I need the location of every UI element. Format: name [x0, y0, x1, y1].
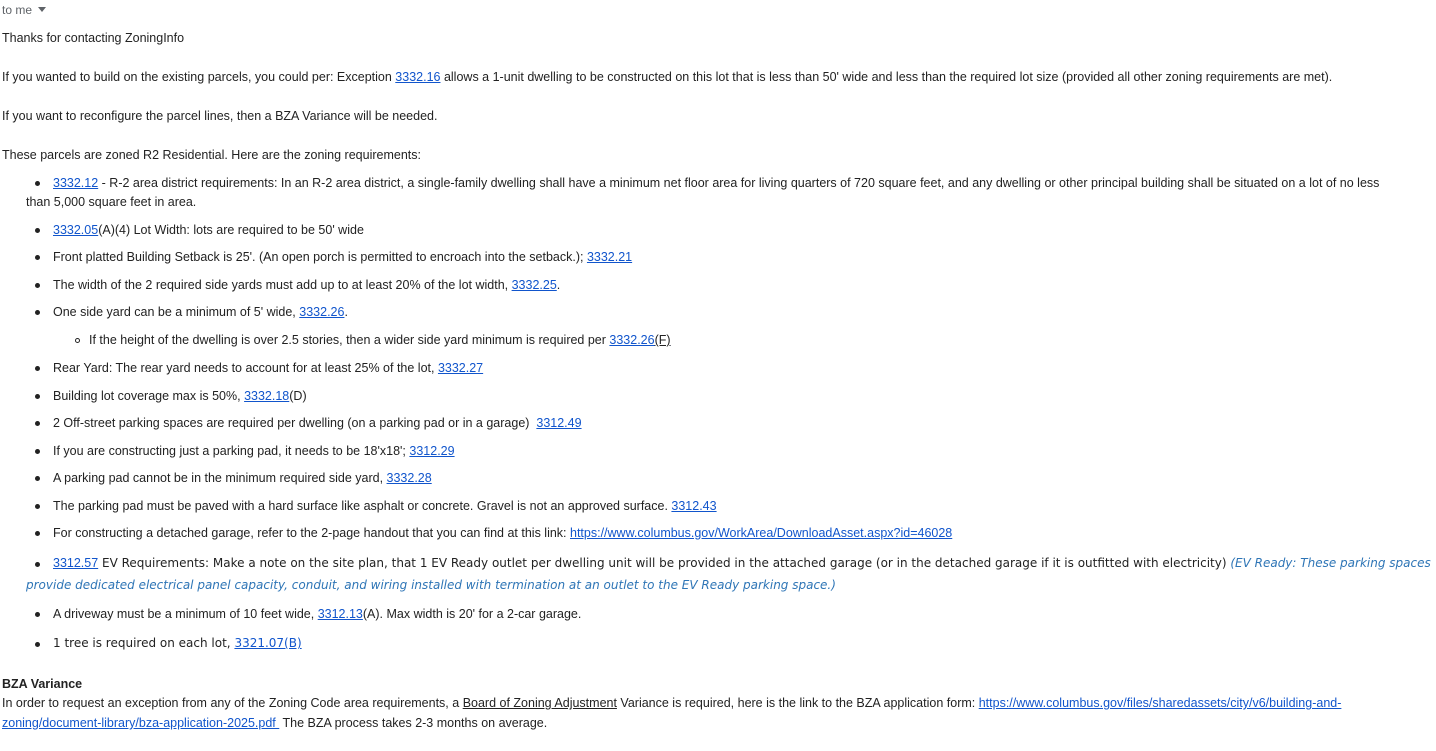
- bullet-icon: [35, 476, 40, 481]
- link-3332-26[interactable]: 3332.26: [299, 305, 345, 319]
- link-bza-application-line2[interactable]: zoning/document-library/bza-application-2025.pdf: [2, 716, 280, 730]
- link-3332-25[interactable]: 3332.25: [511, 278, 557, 292]
- list-item: 3332.05(A)(4) Lot Width: lots are required to be 50' wide: [53, 223, 364, 237]
- bullet-icon: [35, 255, 40, 260]
- bullet-icon: [35, 612, 40, 617]
- list-item: Building lot coverage max is 50%, 3332.18(D): [53, 389, 307, 403]
- paragraph-reconfigure: If you want to reconfigure the parcel lines, then a BZA Variance will be needed.: [2, 109, 438, 123]
- paragraph-zoned: These parcels are zoned R2 Residential. Here are the zoning requirements:: [2, 148, 421, 162]
- bullet-icon: [35, 228, 40, 233]
- greeting: Thanks for contacting ZoningInfo: [2, 31, 185, 45]
- link-3332-16[interactable]: 3332.16: [395, 70, 441, 84]
- ev-ready-note: provide dedicated electrical panel capacity, conduit, and wiring installed with termination at an outlet to the EV Ready parking space.): [26, 578, 836, 592]
- link-3312-29[interactable]: 3312.29: [409, 444, 455, 458]
- bullet-icon: [35, 366, 40, 371]
- sub-bullet-icon: [75, 338, 80, 343]
- link-3312-49[interactable]: 3312.49: [536, 416, 582, 430]
- list-item: Front platted Building Setback is 25'. (An open porch is permitted to encroach into the setback.); 3332.21: [53, 250, 633, 264]
- list-item: 3332.12 - R-2 area district requirements: In an R-2 area district, a single-family dwelling shall have a minimum net floor area for living quarters of 720 square feet, and any dwelling or other principal building shall be situated on a lot of no less: [53, 176, 1380, 190]
- bullet-icon: [35, 562, 40, 567]
- list-item: The width of the 2 required side yards must add up to at least 20% of the lot width, 3332.25.: [53, 278, 561, 292]
- link-3332-28[interactable]: 3332.28: [386, 471, 432, 485]
- list-item: If you are constructing just a parking pad, it needs to be 18'x18'; 3312.29: [53, 444, 455, 458]
- list-item: One side yard can be a minimum of 5' wide, 3332.26.: [53, 305, 348, 319]
- bullet-icon: [35, 421, 40, 426]
- bza-board-name: Board of Zoning Adjustment: [462, 696, 617, 710]
- link-3321-07-b[interactable]: 3321.07(B): [234, 636, 302, 650]
- bullet-icon: [35, 394, 40, 399]
- bullet-icon: [35, 283, 40, 288]
- list-item: 3312.57 EV Requirements: Make a note on the site plan, that 1 EV Ready outlet per dwelling unit will be provided in the attached garage (or in the detached garage if it is outfitted with electricity) (EV Ready: These parking spaces: [53, 556, 1431, 570]
- bullet-icon: [35, 504, 40, 509]
- list-item: Rear Yard: The rear yard needs to account for at least 25% of the lot, 3332.27: [53, 361, 484, 375]
- link-3312-57[interactable]: 3312.57: [53, 556, 99, 570]
- chevron-down-icon: [38, 7, 46, 12]
- link-3312-43[interactable]: 3312.43: [671, 499, 717, 513]
- list-item: The parking pad must be paved with a hard surface like asphalt or concrete. Gravel is not an approved surface. 3312.43: [53, 499, 717, 513]
- bza-heading: BZA Variance: [2, 677, 83, 691]
- bza-paragraph-continuation: zoning/document-library/bza-application-2025.pdf The BZA process takes 2-3 months on average.: [2, 716, 548, 730]
- sub-list-item: If the height of the dwelling is over 2.5 stories, then a wider side yard minimum is required per 3332.26(F): [89, 333, 671, 347]
- bullet-icon: [35, 449, 40, 454]
- bza-paragraph: In order to request an exception from any of the Zoning Code area requirements, a Board of Zoning Adjustment Variance is required, here is the link to the BZA application form: https://www.columbus.gov/files/sharedassets/city/v6/building-and-: [2, 696, 1342, 710]
- link-3332-05[interactable]: 3332.05: [53, 223, 99, 237]
- paragraph-exception: If you wanted to build on the existing parcels, you could per: Exception 3332.16 allows a 1-unit dwelling to be constructed on this lot that is less than 50' wide and less than the required lot size (provided all other zoning requirements are met).: [2, 70, 1333, 84]
- list-item: A parking pad cannot be in the minimum required side yard, 3332.28: [53, 471, 432, 485]
- link-bza-application-line1[interactable]: https://www.columbus.gov/files/sharedassets/city/v6/building-and-: [978, 696, 1342, 710]
- bullet-icon: [35, 181, 40, 186]
- bullet-icon: [35, 531, 40, 536]
- list-item: A driveway must be a minimum of 10 feet wide, 3312.13(A). Max width is 20' for a 2-car garage.: [53, 607, 582, 621]
- recipient-dropdown[interactable]: [2, 3, 46, 17]
- link-garage-handout[interactable]: https://www.columbus.gov/WorkArea/DownloadAsset.aspx?id=46028: [570, 526, 953, 540]
- list-item: For constructing a detached garage, refer to the 2-page handout that you can find at this link: https://www.columbus.gov/WorkArea/DownloadAsset.aspx?id=46028: [53, 526, 953, 540]
- list-item: 2 Off-street parking spaces are required per dwelling (on a parking pad or in a garage) 3312.49: [53, 416, 582, 430]
- list-item-continuation: than 5,000 square feet in area.: [26, 195, 197, 209]
- link-3312-13[interactable]: 3312.13: [317, 607, 363, 621]
- recipient-label: to me: [2, 3, 33, 17]
- bullet-icon: [35, 642, 40, 647]
- list-item: 1 tree is required on each lot, 3321.07(B): [53, 636, 302, 650]
- link-3332-21[interactable]: 3332.21: [586, 250, 633, 264]
- link-3332-18[interactable]: 3332.18: [244, 389, 290, 403]
- link-3332-27[interactable]: 3332.27: [437, 361, 484, 375]
- link-3332-26-f[interactable]: 3332.26(F): [609, 333, 671, 347]
- bullet-icon: [35, 310, 40, 315]
- link-3332-12[interactable]: 3332.12: [53, 176, 99, 190]
